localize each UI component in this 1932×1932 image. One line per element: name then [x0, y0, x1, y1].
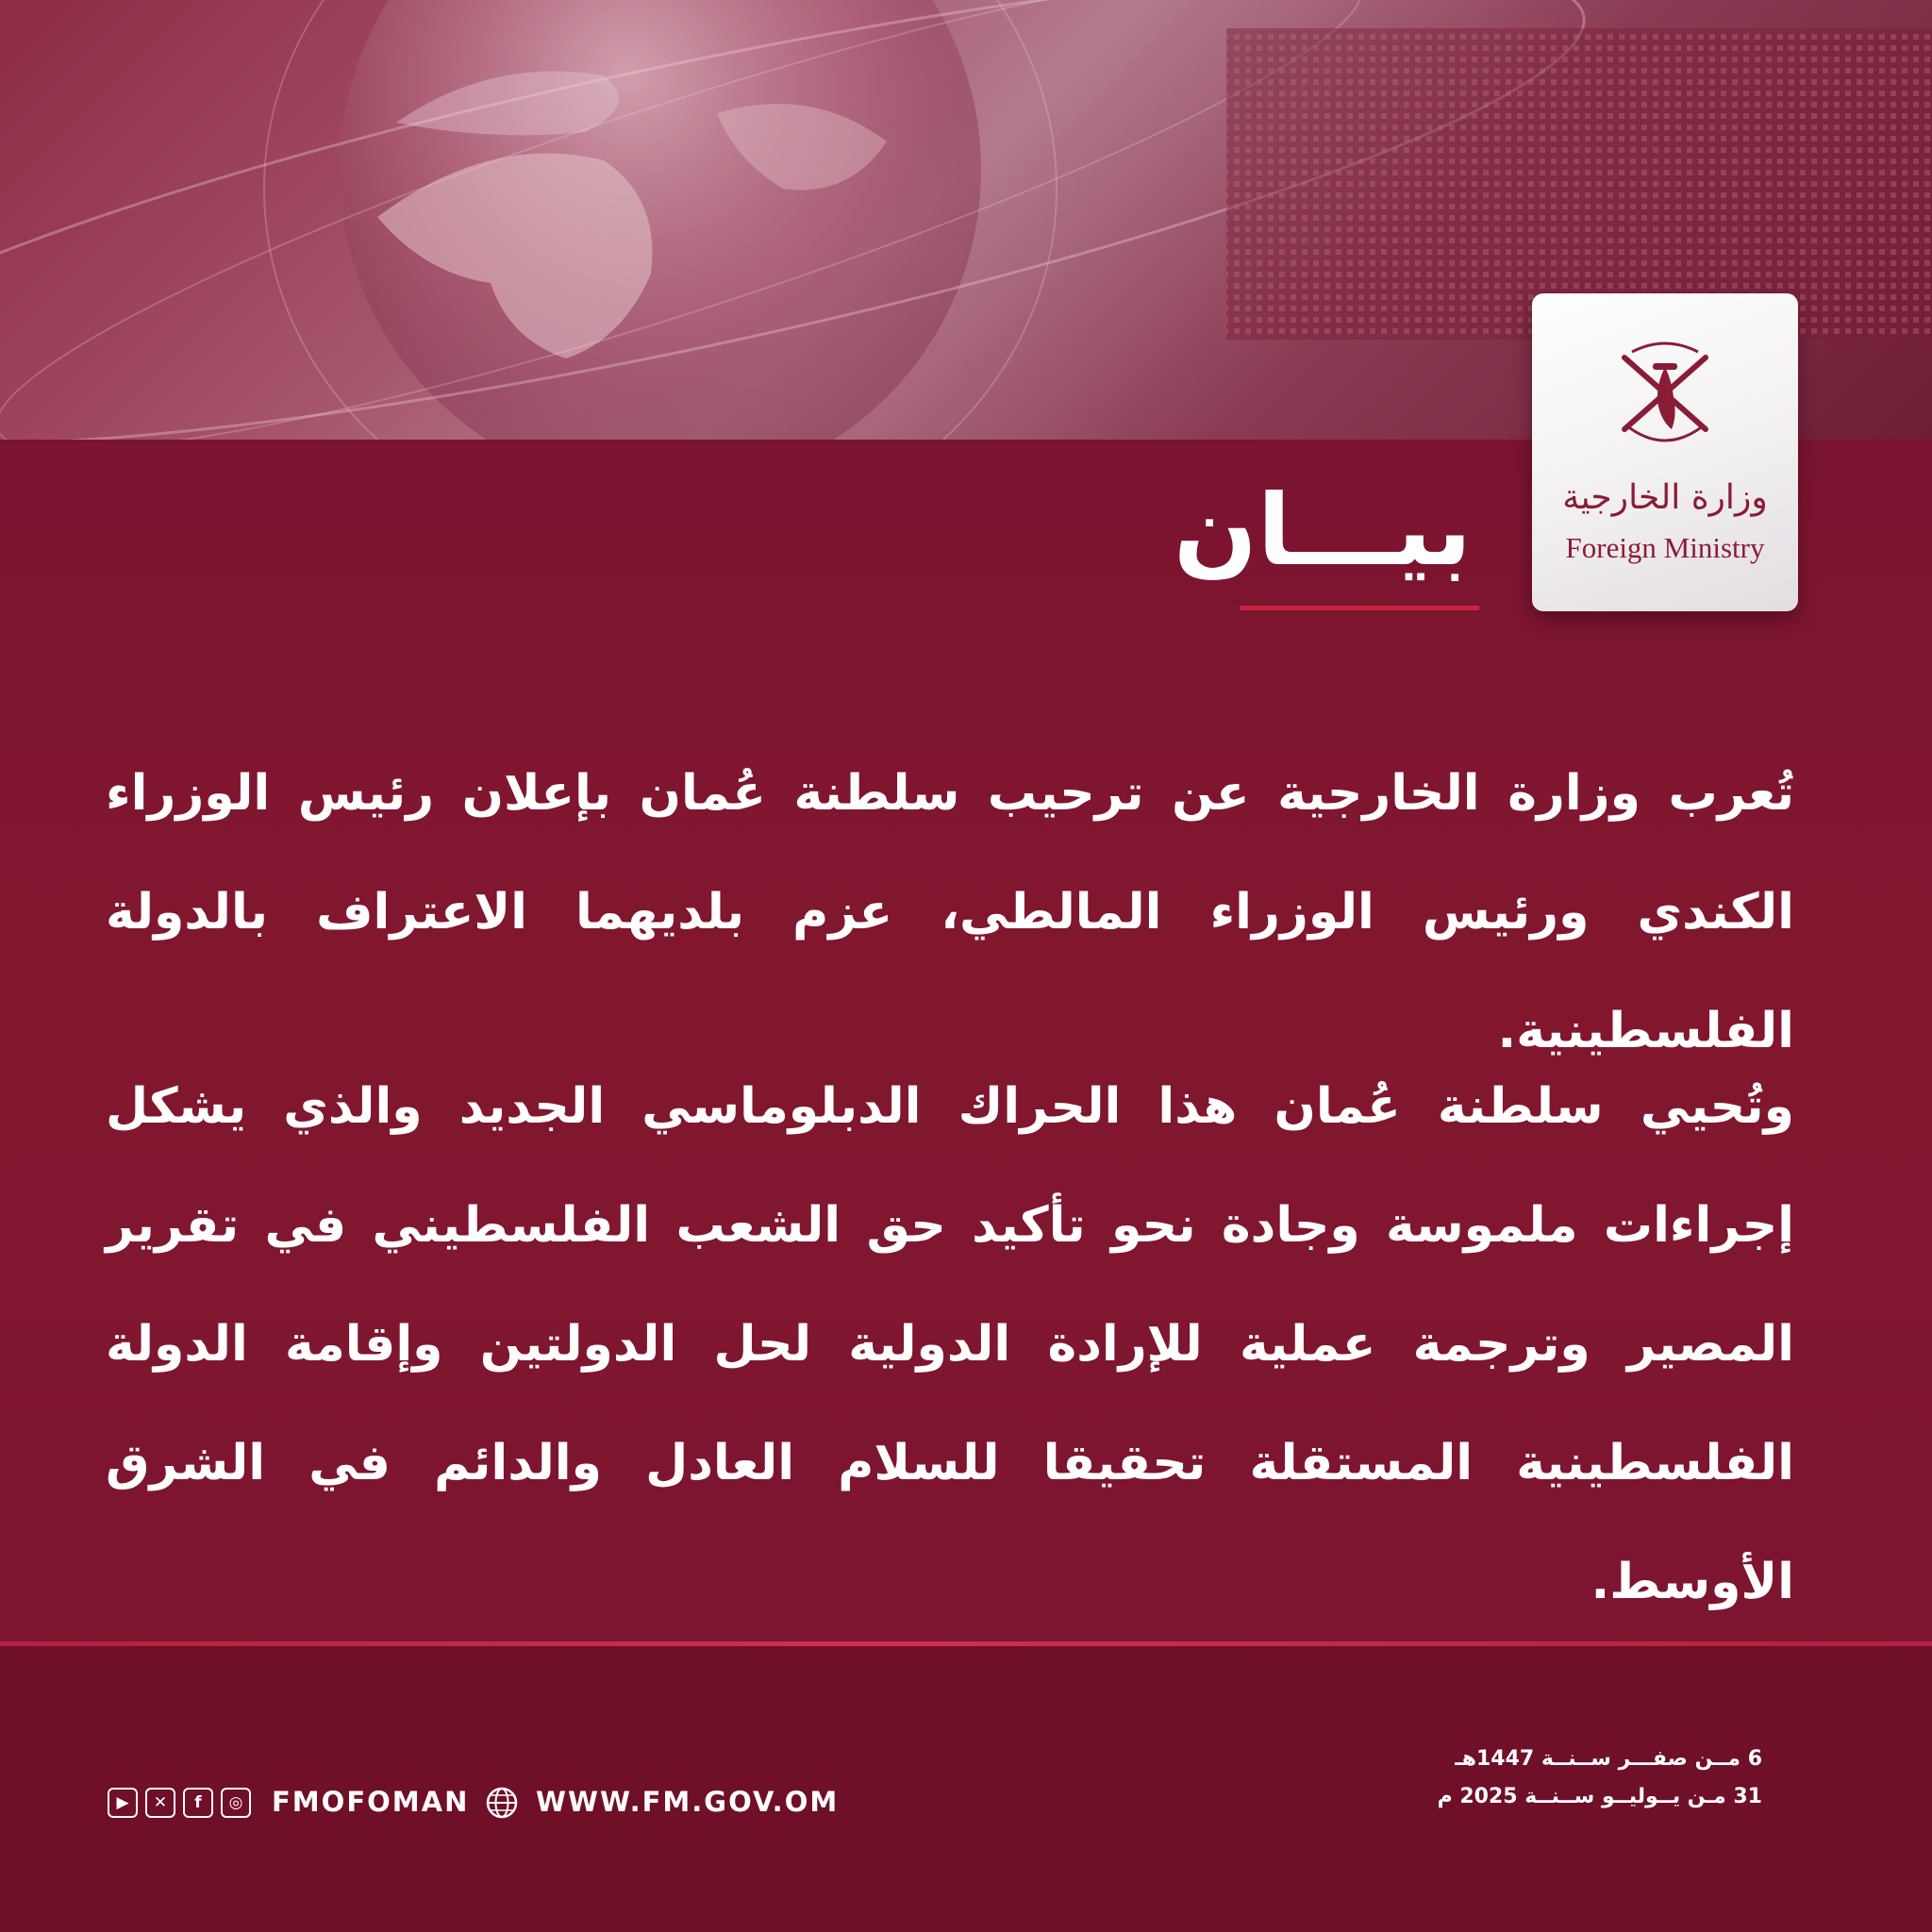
x-icon[interactable]: ✕	[145, 1788, 175, 1818]
khanjar-emblem-icon	[1606, 339, 1724, 452]
facebook-icon[interactable]: f	[183, 1788, 213, 1818]
ministry-logo-card	[1532, 293, 1798, 611]
logo-name-english: Foreign Ministry	[1565, 531, 1765, 564]
title-underline	[1240, 606, 1479, 610]
social-handle[interactable]: FMOFOMAN	[272, 1786, 470, 1818]
statement-paragraph-1: تُعرب وزارة الخارجية عن ترحيب سلطنة عُمان بإعلان رئيس الوزراء الكندي ورئيس الوزراء المالطي، عزم بلديهما الاعتراف بالدولة الفلسطينية.	[106, 765, 1794, 1059]
date-hijri: 6 مــن صفـــر ســنــة 1447هـ	[1455, 1747, 1762, 1771]
statement-paragraph-2: وتُحيي سلطنة عُمان هذا الحراك الدبلوماسي الجديد والذي يشكل إجراءات ملموسة وجادة نحو تأكيد حق الشعب الفلسطيني في تقرير المصير وترجمة عملية للإرادة الدولية لحل الدولتين وإقامة الدولة الفلسطينية المستقلة تحقيقا للسلام العادل والدائم في الشرق الأوسط.	[106, 1078, 1794, 1610]
social-icons	[108, 1788, 251, 1820]
website-link[interactable]: WWW.FM.GOV.OM	[536, 1786, 840, 1818]
youtube-icon[interactable]: ▶	[108, 1788, 138, 1818]
date-gregorian: 31 مـن يــوليــو ســنــة 2025 م	[1437, 1785, 1762, 1808]
instagram-icon[interactable]: ◎	[221, 1788, 251, 1818]
logo-name-arabic: وزارة الخارجية	[1562, 478, 1768, 517]
globe-icon	[485, 1786, 519, 1820]
page-title: بيـــان	[1174, 473, 1472, 588]
